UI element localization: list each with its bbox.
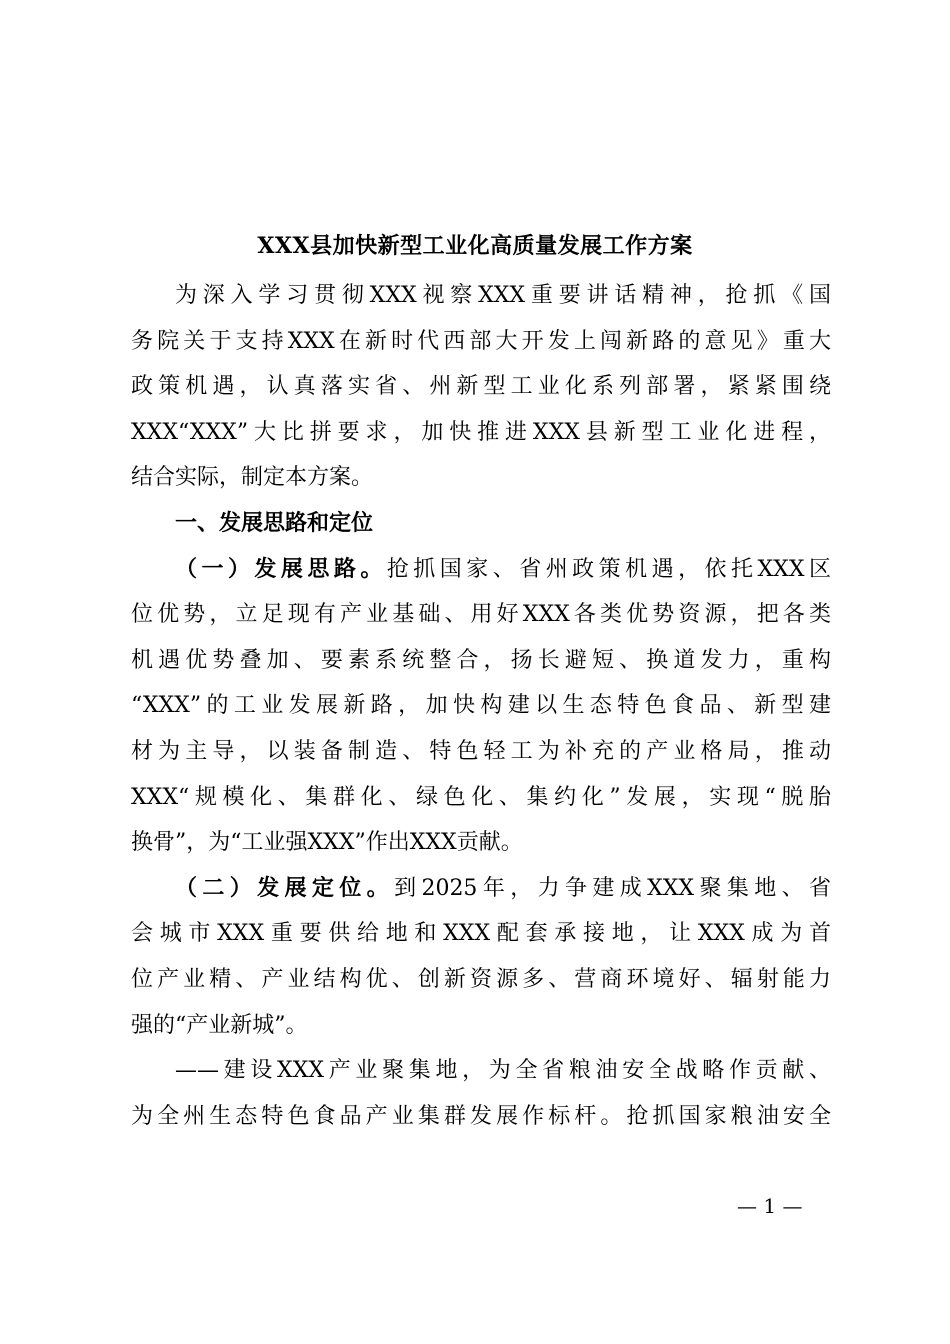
- paragraph-line: XXX“规模化、集群化、绿色化、集约化”发展，实现“脱胎: [131, 784, 831, 810]
- development-approach-paragraph: [131, 547, 831, 866]
- paragraph-line: 结合实际，制定本方案。: [131, 465, 374, 491]
- paragraph-text: 抢抓国家、省州政策机遇，依托XXX区: [386, 556, 831, 582]
- paragraph-line: 位产业精、产业结构优、创新资源多、营商环境好、辐射能力: [131, 966, 831, 992]
- paragraph-line: 机遇优势叠加、要素系统整合，扬长避短、换道发力，重构: [131, 647, 831, 673]
- development-positioning-paragraph: [131, 866, 831, 1048]
- paragraph-text: 到2025年，力争建成XXX聚集地、省: [394, 875, 831, 901]
- subsection-heading: （二）发展定位。: [175, 874, 395, 901]
- paragraph-line: [131, 866, 831, 912]
- paragraph-line: 强的“产业新城”。: [131, 1012, 308, 1038]
- paragraph-line: “XXX”的工业发展新路，加快构建以生态特色食品、新型建: [131, 693, 831, 719]
- paragraph-line: 会城市XXX重要供给地和XXX配套承接地，让XXX成为首: [131, 921, 831, 947]
- document-title: XXX县加快新型工业化高质量发展工作方案: [257, 233, 693, 259]
- subsection-heading: （一）发展思路。: [175, 555, 387, 582]
- paragraph-line: 位优势，立足现有产业基础、用好XXX各类优势资源，把各类: [131, 602, 831, 628]
- paragraph-line: 换骨”，为“工业强XXX”作出XXX贡献。: [131, 830, 523, 856]
- section-heading: 一、发展思路和定位: [175, 510, 374, 536]
- paragraph-line: XXX“XXX”大比拼要求，加快推进XXX县新型工业化进程，: [131, 419, 831, 445]
- document-body: [131, 273, 831, 1139]
- intro-paragraph: [131, 273, 831, 501]
- paragraph-line: 政策机遇，认真落实省、州新型工业化系列部署，紧紧围绕: [131, 374, 831, 400]
- paragraph-line: 为全州生态特色食品产业集群发展作标杆。抢抓国家粮油安全: [131, 1103, 831, 1129]
- paragraph-line: 为深入学习贯彻XXX视察XXX重要讲话精神，抢抓《国: [175, 283, 831, 308]
- page-number: — 1 —: [737, 1194, 803, 1218]
- paragraph-line: 材为主导，以装备制造、特色轻工为补充的产业格局，推动: [131, 738, 831, 764]
- paragraph-line: [131, 547, 831, 593]
- dash-paragraph: [131, 1048, 831, 1139]
- paragraph-line: 务院关于支持XXX在新时代西部大开发上闯新路的意见》重大: [131, 328, 831, 354]
- paragraph-line: ——建设XXX产业聚集地，为全省粮油安全战略作贡献、: [175, 1058, 831, 1084]
